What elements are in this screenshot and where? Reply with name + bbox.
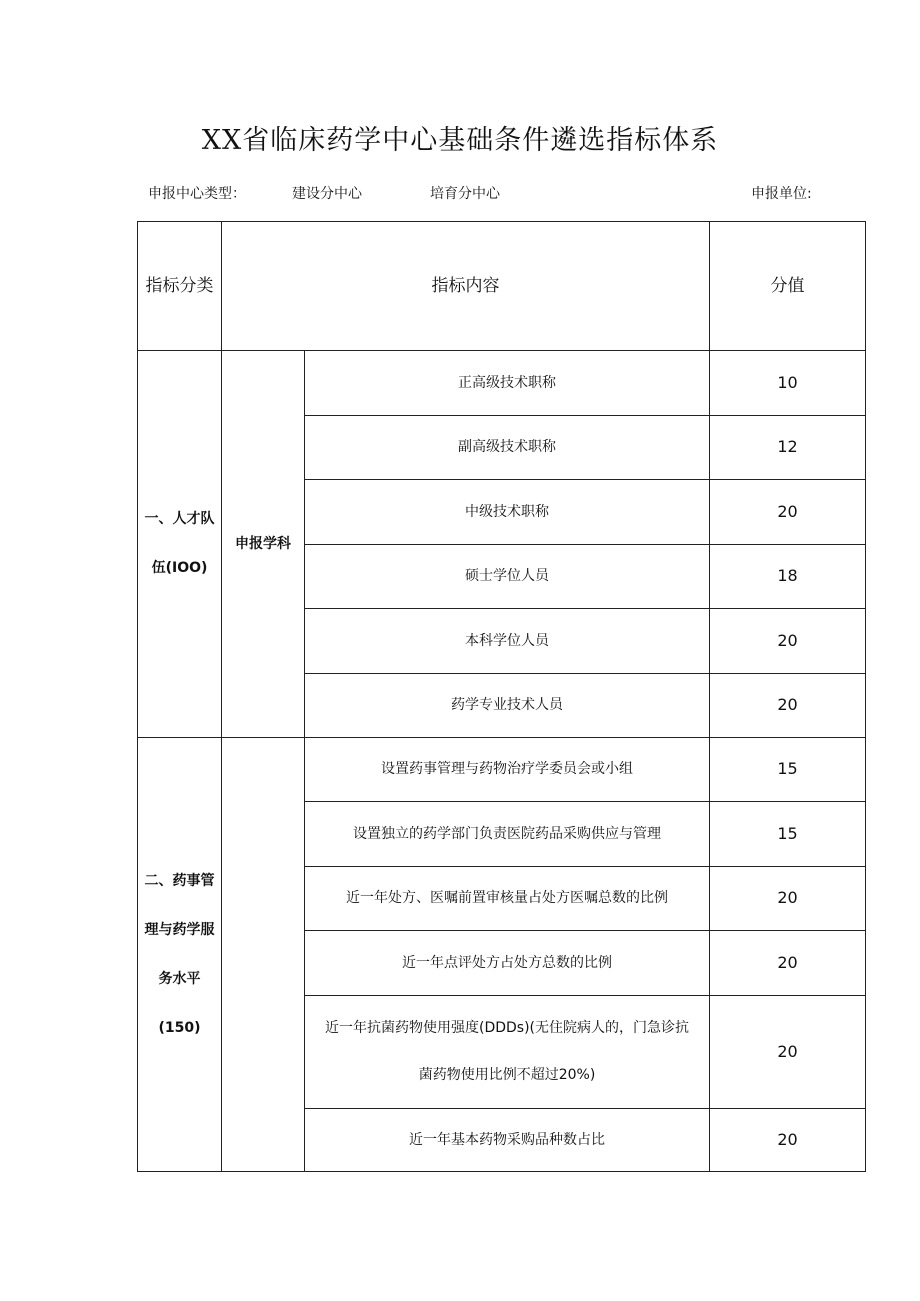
row-content: 近一年基本药物采购品种数占比 [409,1131,605,1148]
row-score: 10 [777,372,798,392]
row-score: 12 [777,437,798,457]
row-score: 20 [777,630,798,650]
header-category: 指标分类 [145,276,214,296]
row-score: 15 [777,759,798,779]
section-category: 一、人才队伍(IOO) [144,511,215,576]
row-content: 药学专业技术人员 [451,697,563,714]
row-content: 副高级技术职称 [458,439,556,456]
row-content: 中级技术职称 [465,503,549,520]
row-content: 近一年点评处方占处方总数的比例 [402,954,612,971]
row-content: 硕士学位人员 [465,568,549,585]
center-type-label: 申报中心类型： [148,186,246,202]
row-content: 设置独立的药学部门负责医院药品采购供应与管理 [353,825,661,842]
row-score: 20 [777,695,798,715]
row-content: 近一年处方、医嘱前置审核量占处方医嘱总数的比例 [346,890,668,907]
row-content: 设置药事管理与药物治疗学委员会或小组 [381,761,633,778]
section-subcategory [222,738,304,1171]
header-content: 指标内容 [431,275,500,296]
page-title: XX省临床药学中心基础条件遴选指标体系 [201,125,719,156]
row-score: 20 [777,1129,798,1149]
header-score: 分值 [770,275,805,296]
row-content: 正高级技术职称 [458,374,556,391]
option-build-center: 建设分中心 [292,186,362,202]
row-score: 20 [777,501,798,521]
row-content: 近一年抗菌药物使用强度(DDDs)(无住院病人的，门急诊抗菌药物使用比例不超过20%) [324,1020,690,1083]
row-content: 本科学位人员 [465,632,549,649]
row-score: 20 [777,1041,798,1061]
row-score: 20 [777,952,798,972]
option-cultivate-center: 培育分中心 [430,186,500,202]
section-category: 二、药事管理与药学服务水平(150) [144,872,215,1036]
row-score: 15 [777,823,798,843]
row-score: 18 [777,566,798,586]
applicant-unit-label: 申报单位: [751,186,812,202]
row-score: 20 [777,888,798,908]
section-subcategory: 申报学科 [235,535,291,552]
